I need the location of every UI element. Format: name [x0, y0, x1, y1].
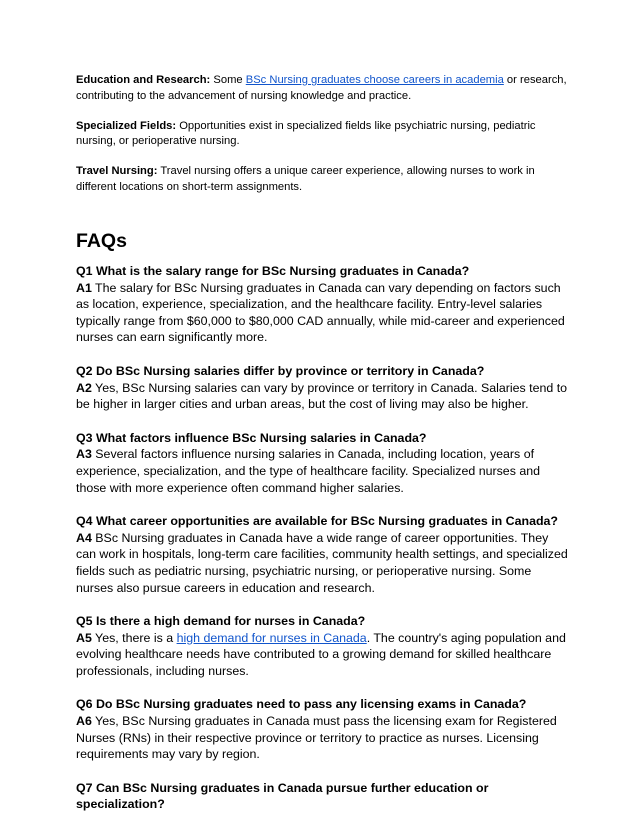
career-note-text: Opportunities exist in specialized fields like psychiatric nursing, pediatric nursing, or perioperative nursing.	[76, 119, 536, 147]
faq-answer-label: A2	[76, 380, 92, 395]
faq-item	[76, 363, 571, 413]
faq-answer-label: A5	[76, 630, 92, 645]
faq-answer-text: Yes, BSc Nursing salaries can vary by province or territory in Canada. Salaries tend to be higher in larger cities and urban areas, but the cost of living may also be higher.	[76, 380, 568, 412]
faq-answer	[76, 630, 571, 680]
faq-answer-label: A3	[76, 447, 92, 462]
faq-answer	[76, 380, 571, 413]
faq-item	[76, 696, 571, 762]
faq-question: Q5 Is there a high demand for nurses in Canada?	[76, 614, 366, 629]
faq-answer-label: A6	[76, 714, 92, 729]
faq-question: Q1 What is the salary range for BSc Nursing graduates in Canada?	[76, 264, 470, 278]
faq-answer	[76, 280, 571, 346]
faq-item	[76, 513, 571, 596]
career-note-text: Travel nursing offers a unique career experience, allowing nurses to work in different locations on short-term assignments.	[76, 165, 535, 193]
faq-answer	[76, 713, 571, 763]
faq-heading: FAQs	[76, 230, 127, 252]
faq-item	[76, 263, 571, 346]
faq-answer	[76, 530, 571, 596]
faq-item	[76, 780, 571, 813]
document-page	[76, 73, 571, 813]
career-note-label: Specialized Fields:	[76, 119, 177, 132]
faq-answer-text: . The country's aging population and evolving healthcare needs have contributed to a growing demand for skilled healthcare professionals, including nurses.	[76, 630, 566, 678]
faq-question: Q3 What factors influence BSc Nursing salaries in Canada?	[76, 430, 427, 445]
career-note-specialized	[76, 119, 571, 150]
nurse-demand-link[interactable]: high demand for nurses in Canada	[176, 630, 367, 645]
faq-answer-text: Yes, BSc Nursing graduates in Canada must pass the licensing exam for Registered Nurses (RNs) in their respective province or territory to practice as nurses. Licensing requirements may vary by region.	[76, 714, 557, 762]
faq-answer-label: A1	[76, 280, 92, 295]
faq-answer-text: Several factors influence nursing salaries in Canada, including location, years of experience, specialization, and the type of healthcare facility. Specialized nurses and those with more experience often command higher salaries.	[76, 447, 541, 495]
career-note-text: Some	[210, 74, 246, 86]
career-note-label: Education and Research:	[76, 74, 211, 86]
faq-answer-text: BSc Nursing graduates in Canada have a wide range of career opportunities. They can work in hospitals, long-term care facilities, community health settings, and specialized fields such as pediatric nursing, psychiatric nursing, or perioperative nursing. Some nurses also pursue careers in education and research.	[76, 530, 568, 595]
faq-question: Q2 Do BSc Nursing salaries differ by province or territory in Canada?	[76, 363, 485, 378]
faq-question: Q6 Do BSc Nursing graduates need to pass any licensing exams in Canada?	[76, 697, 527, 712]
faq-question: Q7 Can BSc Nursing graduates in Canada pursue further education or specialization?	[76, 780, 489, 812]
faq-answer	[76, 446, 571, 496]
career-note-label: Travel Nursing:	[76, 165, 158, 177]
faq-question: Q4 What career opportunities are available for BSc Nursing graduates in Canada?	[76, 514, 558, 529]
career-note-text: or research, contributing to the advancement of nursing knowledge and practice.	[76, 74, 567, 102]
academia-careers-link[interactable]: BSc Nursing graduates choose careers in academia	[245, 74, 504, 86]
faq-item	[76, 430, 571, 496]
faq-answer-text: The salary for BSc Nursing graduates in Canada can vary depending on factors such as location, experience, specialization, and the healthcare facility. Entry-level salaries typically range from $60,000 to $80,000 CAD annually, while mid-career and experienced nurses can earn significantly more.	[76, 280, 565, 345]
career-note-education	[76, 73, 571, 104]
faq-answer-label: A4	[76, 530, 92, 545]
career-note-travel	[76, 164, 571, 195]
faq-answer-text: Yes, there is a	[91, 630, 177, 645]
faq-item	[76, 613, 571, 679]
